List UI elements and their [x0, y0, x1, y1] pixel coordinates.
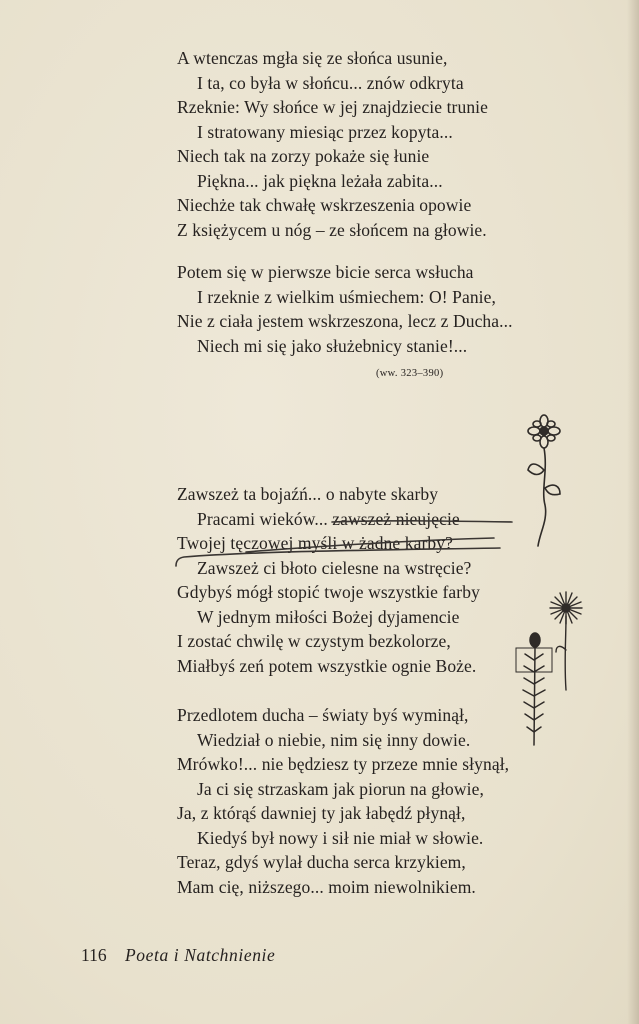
- verse-line: Przedlotem ducha – światy byś wyminął,: [177, 705, 469, 725]
- verse-line: A wtenczas mgła się ze słońca usunie,: [177, 48, 448, 68]
- verse-line: Kiedyś był nowy i sił nie miał w słowie.: [197, 827, 484, 848]
- verse-line: Pracami wieków... zawszeż nieujęcie: [197, 508, 460, 529]
- verse-line: Z księżycem u nóg – ze słońcem na głowie.: [177, 219, 487, 240]
- verse-citation: (ww. 323–390): [376, 368, 444, 379]
- verse-line: Zawszeż ta bojaźń... o nabyte skarby: [177, 484, 439, 504]
- page-edge-shadow: [627, 0, 639, 1024]
- verse-line: Teraz, gdyś wylał ducha serca krzykiem,: [177, 852, 466, 872]
- running-title: Poeta i Natchnienie: [124, 945, 276, 965]
- verse-line: I rzeknie z wielkim uśmiechem: O! Panie,: [197, 286, 496, 307]
- verse-line: Ja, z którąś dawniej ty jak łabędź płynął,: [177, 803, 466, 823]
- verse-line: Niech mi się jako służebnicy stanie!...: [197, 335, 468, 356]
- verse-line: Mam cię, niższego... moim niewolnikiem.: [177, 876, 476, 897]
- verse-line: Twojej tęczowej myśli w żadne karby?: [177, 533, 453, 553]
- verse-line: I stratowany miesiąc przez kopyta...: [197, 121, 453, 142]
- verse-line: W jednym miłości Bożej dyjamencie: [197, 606, 460, 627]
- verse-line: Rzeknie: Wy słońce w jej znajdziecie trunie: [177, 97, 488, 117]
- verse-line: I ta, co była w słońcu... znów odkryta: [197, 72, 464, 93]
- verse-line: I zostać chwilę w czystym bezkolorze,: [177, 631, 451, 651]
- verse-line: Niech tak na zorzy pokaże się łunie: [177, 146, 430, 166]
- stanza-1: [177, 46, 488, 242]
- verse-line: Wiedział o niebie, nim się inny dowie.: [197, 729, 471, 750]
- verse-line: Niechże tak chwałę wskrzeszenia opowie: [177, 195, 472, 215]
- stanza-3: [177, 482, 480, 678]
- verse-line: Miałbyś zeń potem wszystkie ognie Boże.: [177, 655, 477, 676]
- page-number: 116: [81, 945, 107, 965]
- page-footer: [81, 945, 275, 966]
- verse-line: Zawszeż ci błoto cielesne na wstręcie?: [197, 557, 472, 578]
- verse-line: Ja ci się strzaskam jak piorun na głowie,: [197, 778, 484, 799]
- stanza-4: [177, 703, 509, 899]
- verse-line: Mrówko!... nie będziesz ty przeze mnie słynął,: [177, 754, 510, 774]
- verse-line: Nie z ciała jestem wskrzeszona, lecz z Ducha...: [177, 311, 513, 331]
- verse-line: Potem się w pierwsze bicie serca wsłucha: [177, 262, 474, 282]
- verse-line: Gdybyś mógł stopić twoje wszystkie farby: [177, 582, 480, 602]
- stanza-2: [177, 260, 513, 358]
- verse-line: Piękna... jak piękna leżała zabita...: [197, 170, 443, 191]
